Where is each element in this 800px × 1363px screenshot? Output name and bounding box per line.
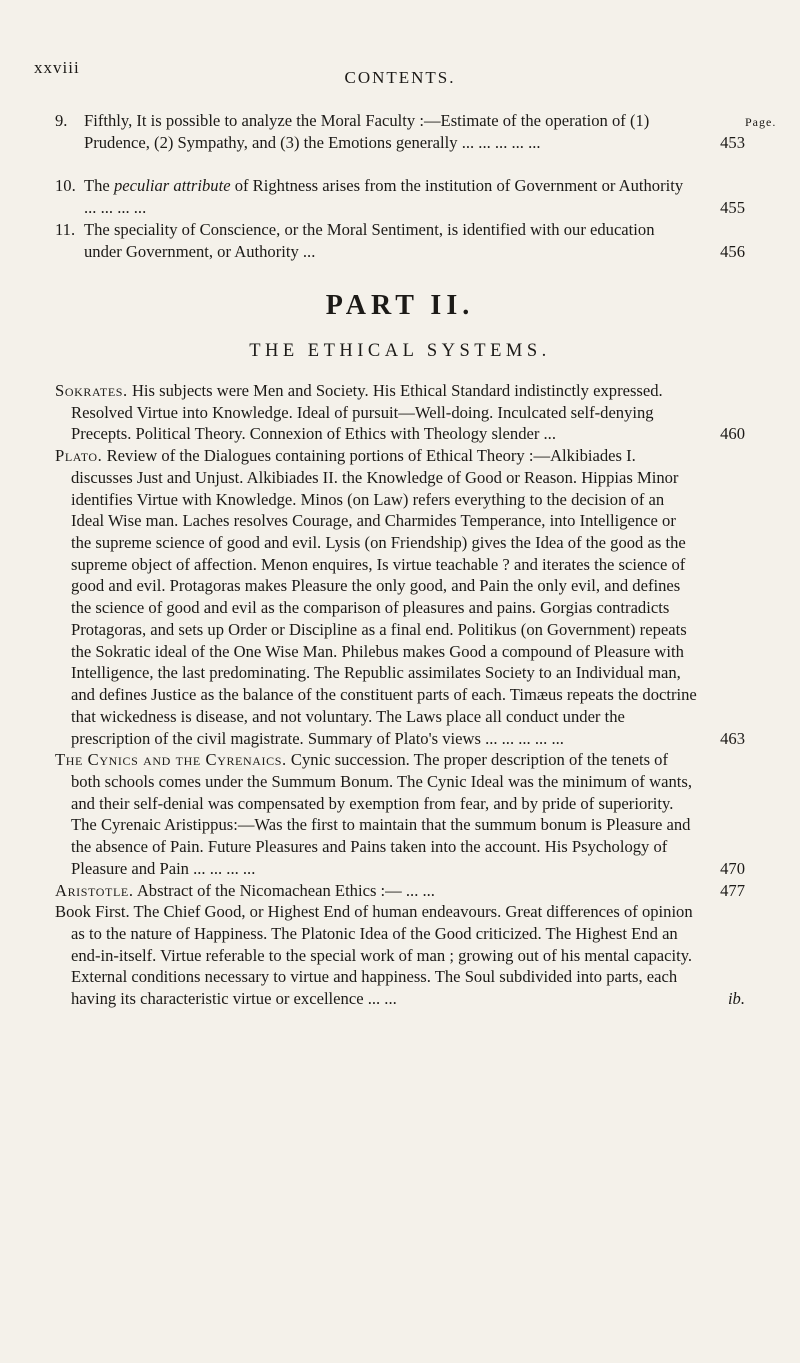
section-text: Cynic succession. The proper description of the tenets of both schools comes under the Summum Bonum. The Cynic Ideal was the minimum of wants, and their self-denial was compensated by exemption from fear, and by pride of superiority. The Cyrenaic Aristippus:—Was the first to maintain that the summum bonum is Pleasure and the absence of Pain. Future Pleasures and Pains taken into the account. His Psychology of Pleasure and Pain ... ... ... ... bbox=[71, 750, 692, 878]
section-page: 477 bbox=[720, 880, 745, 900]
page-folio: xxviii bbox=[34, 58, 80, 77]
section-head: The Cynics and the Cyrenaics. bbox=[55, 750, 287, 770]
entry-text: Fifthly, It is possible to analyze the Moral Faculty :—Estimate of the operation of (1) Prudence, (2) Sympathy, and (3) the Emotions generally ... ... ... ... ... bbox=[84, 111, 650, 152]
section-cynics bbox=[55, 749, 745, 879]
section-text: Abstract of the Nicomachean Ethics :— ... ... bbox=[136, 880, 435, 900]
page-title: CONTENTS. bbox=[344, 68, 456, 87]
section-page: 463 bbox=[720, 728, 745, 748]
part-subheading: THE ETHICAL SYSTEMS. bbox=[249, 341, 551, 361]
entry-text-part: of Rightness arises from the institution of Government or Authority ... ... ... ... bbox=[84, 176, 684, 217]
entry-page: 456 bbox=[720, 241, 745, 261]
section-aristotle bbox=[55, 880, 745, 902]
part-heading: PART II. bbox=[325, 290, 475, 321]
section-head: Sokrates. bbox=[55, 381, 128, 400]
section-head: Aristotle. bbox=[55, 880, 134, 900]
section-text: His subjects were Men and Society. His Ethical Standard indistinctly expressed. Resolved Virtue into Knowledge. Ideal of pursuit—Well-doing. Inculcated self-denying Precepts. Political Theory. Connexion of Ethics with Theology slender ... bbox=[71, 381, 663, 444]
section-plato bbox=[55, 445, 745, 749]
toc-entry-9 bbox=[55, 110, 745, 153]
entry-text-part: The bbox=[84, 176, 114, 195]
section-page: 470 bbox=[720, 858, 745, 878]
entry-text: The speciality of Conscience, or the Moral Sentiment, is identified with our education under Government, or Authority ... bbox=[84, 220, 655, 261]
section-page: ib. bbox=[727, 989, 745, 1009]
entry-number: 9. bbox=[55, 111, 68, 130]
entry-number: 10. bbox=[55, 176, 76, 195]
section-book-first bbox=[55, 901, 745, 1010]
entry-text-italic: peculiar attribute bbox=[113, 176, 231, 195]
page-column-label: Page. bbox=[745, 115, 777, 129]
section-text: Book First. The Chief Good, or Highest End of human endeavours. Great differences of opinion as to the nature of Happiness. The Platonic Idea of the Good criticized. The Highest End an end-in-itself. Virtue referable to the special work of man ; growing out of his mental capacity. External conditions necessary to virtue and happiness. The Soul subdivided into parts, each having its characteristic virtue or excellence ... ... bbox=[55, 902, 693, 1009]
entry-page: 453 bbox=[720, 132, 745, 152]
section-sokrates bbox=[55, 380, 745, 445]
entry-page: 455 bbox=[720, 197, 745, 217]
toc-entry-11 bbox=[55, 219, 745, 262]
toc-entry-10 bbox=[55, 175, 745, 218]
section-page: 460 bbox=[720, 424, 745, 444]
entry-number: 11. bbox=[55, 220, 76, 239]
toc-sections bbox=[55, 380, 745, 1010]
entry-text bbox=[84, 175, 745, 218]
section-text: Review of the Dialogues containing portions of Ethical Theory :—Alkibiades I. discusses Just and Unjust. Alkibiades II. the Knowledge of Good or Reason. Hippias Minor identifies Virtue with Knowledge. Minos (on Law) refers everything to the decision of an Ideal Wise man. Laches resolves Courage, and Charmides Temperance, into Intelligence or the supreme science of good and evil. Lysis (on Friendship) gives the Idea of the good as the supreme object of affection. Menon enquires, Is virtue teachable ? and iterates the science of good and evil. Protagoras makes Pleasure the only good, and Pain the only evil, and defines the science of good and evil as the comparison of pleasures and pains. Gorgias contradicts Protagoras, and sets up Order or Discipline as a final end. Politikus (on Government) repeats the Sokratic ideal of the One Wise Man. Philebus makes Good a compound of Pleasure with Intelligence, the last predominating. The Republic assimilates Society to an Individual man, and defines Justice as the balance of the constituent parts of each. Timæus repeats the doctrine that wickedness is disease, and not voluntary. The Laws place all conduct under the prescription of the civil magistrate. Summary of Plato's views ... ... ... ... ... bbox=[71, 446, 697, 748]
section-head: Plato. bbox=[55, 446, 103, 466]
